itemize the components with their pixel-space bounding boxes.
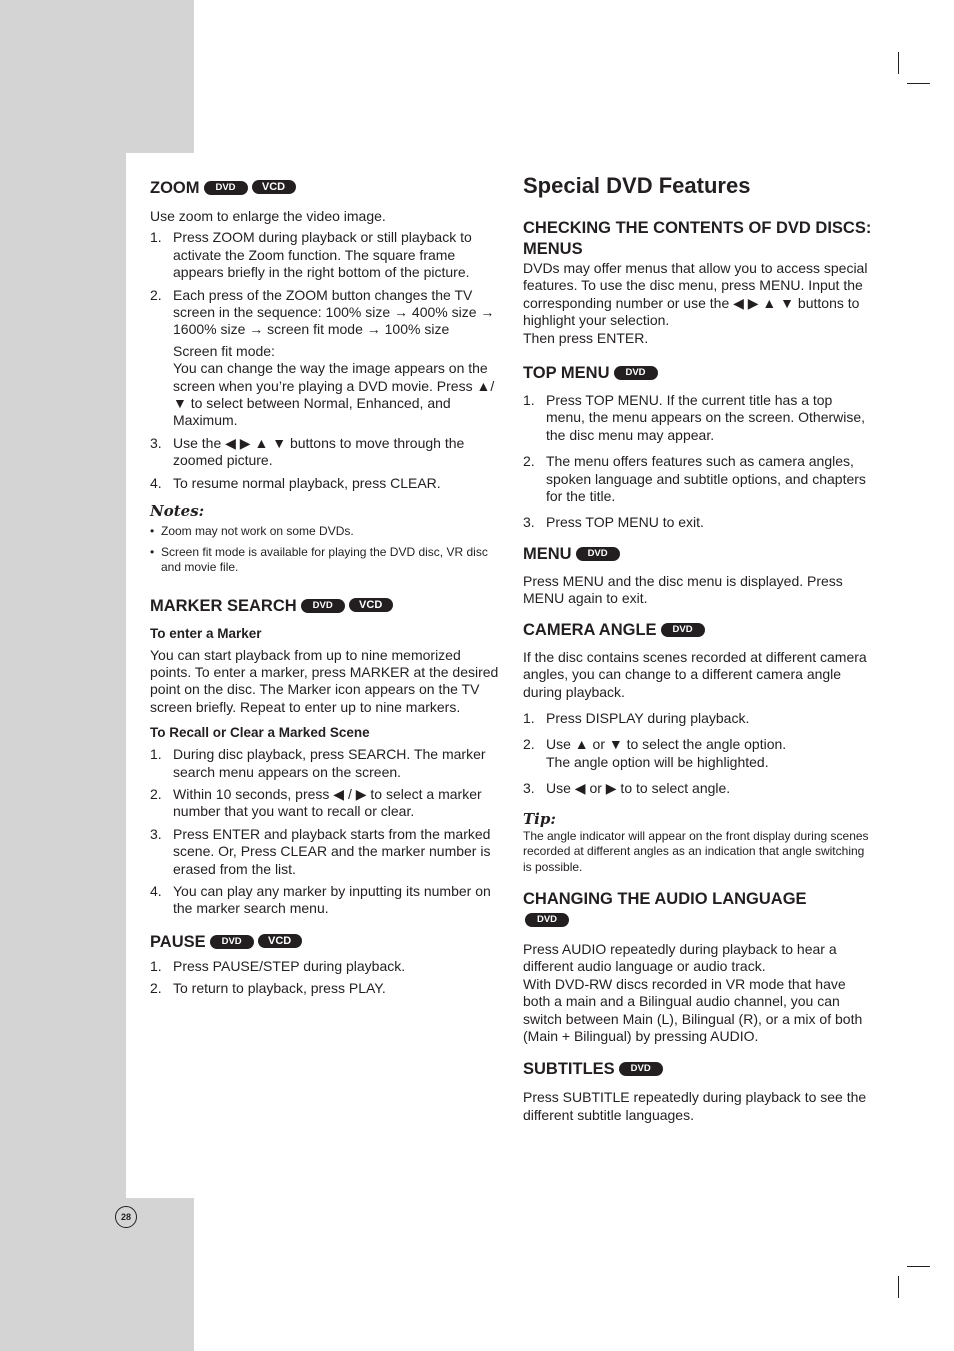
page-number: 28: [115, 1206, 137, 1228]
zoom-steps: [150, 229, 500, 492]
step-text: Within 10 seconds, press ◀ / ▶ to select a marker number that you want to recall or clear.: [173, 786, 482, 820]
step-number: 1.: [523, 392, 535, 409]
top-menu-steps: [523, 392, 875, 532]
step-text: Press ZOOM during playback or still playback to activate the Zoom function. The square frame appears briefly in the right bottom of the picture.: [173, 229, 472, 281]
step-number: 3.: [150, 825, 162, 842]
list-item: [150, 746, 500, 781]
dvd-badge: DVD: [204, 181, 248, 195]
list-item: [150, 958, 500, 975]
pause-steps: [150, 958, 500, 998]
zoom-intro: Use zoom to enlarge the video image.: [150, 208, 386, 224]
zoom-title: ZOOM: [150, 179, 200, 197]
step-number: 3.: [523, 780, 535, 797]
pause-title: PAUSE: [150, 932, 206, 951]
zoom-section: [150, 178, 500, 576]
menu-section: [523, 544, 875, 608]
dvd-badge: DVD: [619, 1062, 663, 1076]
notes-list: [150, 524, 500, 576]
step-text: Press TOP MENU. If the current title has a top menu, the menu appears on the screen. Otherwise, the disc menu may appear.: [546, 392, 866, 443]
step-number: 3.: [523, 514, 535, 531]
step-text: To return to playback, press PLAY.: [173, 980, 386, 997]
audio-language-title: CHANGING THE AUDIO LANGUAGE: [523, 890, 807, 909]
screen-fit-mode-text: You can change the way the image appears on the screen when you’re playing a DVD movie. Press ▲/▼ to select between Normal, Enhanced, and Maximum.: [173, 360, 495, 429]
step-text: Press DISPLAY during playback.: [546, 709, 750, 726]
right-column: [523, 168, 875, 1130]
page-title: Special DVD Features: [523, 173, 751, 198]
step-number: 1.: [150, 746, 162, 763]
top-menu-title: TOP MENU: [523, 364, 610, 383]
checking-menus-enter-text: Then press ENTER.: [523, 329, 649, 346]
crop-mark-top-vertical: [898, 52, 899, 74]
list-item: [150, 435, 500, 470]
menu-heading: [523, 544, 875, 565]
bullet-icon: •: [150, 524, 155, 539]
list-item: [523, 392, 875, 444]
menu-title: MENU: [523, 544, 572, 563]
step-number: 1.: [150, 229, 162, 246]
list-item: [150, 475, 500, 492]
list-item: [523, 736, 875, 771]
step-number: 2.: [523, 736, 535, 753]
step-text: Press TOP MENU to exit.: [546, 514, 704, 531]
step-text: During disc playback, press SEARCH. The marker search menu appears on the screen.: [173, 746, 486, 780]
step-text: Use ▲ or ▼ to select the angle option.: [546, 736, 787, 753]
step-number: 1.: [150, 957, 162, 974]
notes-heading: Notes:: [150, 502, 205, 521]
pause-section: [150, 932, 500, 998]
note-item: [150, 545, 500, 576]
step-number: 2.: [523, 453, 535, 470]
step-subtext: The angle option will be highlighted.: [546, 753, 769, 770]
marker-steps: [150, 746, 500, 918]
margin-band-left: [0, 153, 126, 1198]
dvd-badge: DVD: [614, 366, 658, 380]
camera-angle-heading: [523, 620, 875, 641]
list-item: [150, 786, 500, 821]
list-item: [150, 980, 500, 997]
camera-angle-steps: [523, 710, 875, 798]
marker-search-title: MARKER SEARCH: [150, 596, 297, 615]
dvd-badge: DVD: [525, 913, 569, 927]
top-menu-section: [523, 363, 875, 532]
dvd-badge: DVD: [210, 935, 254, 949]
note-text: Screen fit mode is available for playing the DVD disc, VR disc and movie file.: [161, 544, 488, 575]
recall-marker-subheading: To Recall or Clear a Marked Scene: [150, 725, 370, 741]
step-number: 2.: [150, 980, 162, 997]
pause-heading: [150, 932, 500, 953]
crop-mark-bottom-vertical: [898, 1276, 899, 1298]
crop-mark-top-horizontal: [907, 83, 930, 84]
vcd-badge: VCD: [252, 180, 296, 194]
menu-text: Press MENU and the disc menu is displayed. Press MENU again to exit.: [523, 572, 843, 607]
zoom-heading: [150, 178, 500, 199]
step-text: To resume normal playback, press CLEAR.: [173, 474, 441, 491]
audio-language-heading: [523, 889, 875, 931]
step-number: 2.: [150, 786, 162, 803]
checking-menus-section: [523, 218, 875, 347]
checking-menus-text: DVDs may offer menus that allow you to access special features. To use the disc menu, press MENU. Input the corresponding number or use the ◀ ▶ ▲ ▼ buttons to highlight your selection.: [523, 260, 868, 329]
tip-heading: Tip:: [523, 809, 556, 828]
marker-search-heading: [150, 596, 500, 617]
audio-language-dvdrw-text: With DVD-RW discs recorded in VR mode that have both a main and a Bilingual audio channel, you can switch between Main (L), Bilingual (R), or a mix of both (Main + Bilingual) by pressing AUDIO.: [523, 975, 863, 1045]
note-item: [150, 524, 500, 540]
audio-language-section: [523, 889, 875, 1045]
step-text: Use the ◀ ▶ ▲ ▼ buttons to move through the zoomed picture.: [173, 434, 465, 469]
list-item: [150, 229, 500, 281]
step-text: Use ◀ or ▶ to to select angle.: [546, 780, 731, 797]
step-text: The menu offers features such as camera angles, spoken language and subtitle options, and chapters for the title.: [546, 453, 866, 505]
step-number: 4.: [150, 883, 162, 900]
step-number: 3.: [150, 434, 162, 451]
step-number: 2.: [150, 286, 162, 303]
step-number: 4.: [150, 474, 162, 491]
vcd-badge: VCD: [258, 934, 302, 948]
camera-angle-text: If the disc contains scenes recorded at different camera angles, you can change to a different camera angle during playback.: [523, 648, 867, 700]
vcd-badge: VCD: [349, 598, 393, 612]
top-menu-heading: [523, 363, 875, 384]
list-item: [523, 780, 875, 797]
step-text: Each press of the ZOOM button changes the TV screen in the sequence: 100% size → 400% size → 1600% size → screen fit mode → 100% size: [173, 286, 495, 338]
subtitles-section: [523, 1059, 875, 1124]
bullet-icon: •: [150, 544, 155, 559]
list-item: [523, 453, 875, 505]
audio-language-text: Press AUDIO repeatedly during playback to hear a different audio language or audio track.: [523, 941, 837, 975]
margin-band-bottom: [0, 1198, 194, 1351]
dvd-badge: DVD: [661, 623, 705, 637]
subtitles-text: Press SUBTITLE repeatedly during playback to see the different subtitle languages.: [523, 1089, 867, 1123]
dvd-badge: DVD: [301, 599, 345, 613]
list-item: [523, 514, 875, 531]
camera-angle-title: CAMERA ANGLE: [523, 620, 657, 639]
left-column: [150, 168, 500, 1004]
step-number: 1.: [523, 709, 535, 726]
subtitles-heading: [523, 1059, 875, 1080]
list-item: [150, 883, 500, 918]
enter-marker-subheading: To enter a Marker: [150, 625, 262, 641]
crop-mark-bottom-horizontal: [907, 1266, 930, 1267]
dvd-badge: DVD: [576, 547, 620, 561]
note-text: Zoom may not work on some DVDs.: [161, 524, 354, 539]
list-item: [523, 710, 875, 727]
step-text: Press ENTER and playback starts from the marked scene. Or, Press CLEAR and the marker number is erased from the list.: [173, 825, 491, 877]
list-item: [150, 826, 500, 878]
step-text: Press PAUSE/STEP during playback.: [173, 957, 406, 974]
tip-text: The angle indicator will appear on the front display during scenes recorded at different angles as an indication that angle switching is possible.: [523, 828, 869, 874]
marker-search-section: [150, 596, 500, 918]
camera-angle-section: [523, 620, 875, 875]
list-item: [150, 287, 500, 430]
screen-fit-mode-subtitle: Screen fit mode:: [173, 342, 275, 359]
checking-menus-heading: CHECKING THE CONTENTS OF DVD DISCS: MENUS: [523, 219, 872, 258]
margin-band-top: [0, 0, 194, 153]
subtitles-title: SUBTITLES: [523, 1060, 615, 1079]
step-text: You can play any marker by inputting its number on the marker search menu.: [173, 883, 491, 917]
enter-marker-text: You can start playback from up to nine memorized points. To enter a marker, press MARKER at the desired point on the disc. The Marker icon appears on the TV screen briefly. Repeat to enter up to nine markers.: [150, 646, 499, 715]
